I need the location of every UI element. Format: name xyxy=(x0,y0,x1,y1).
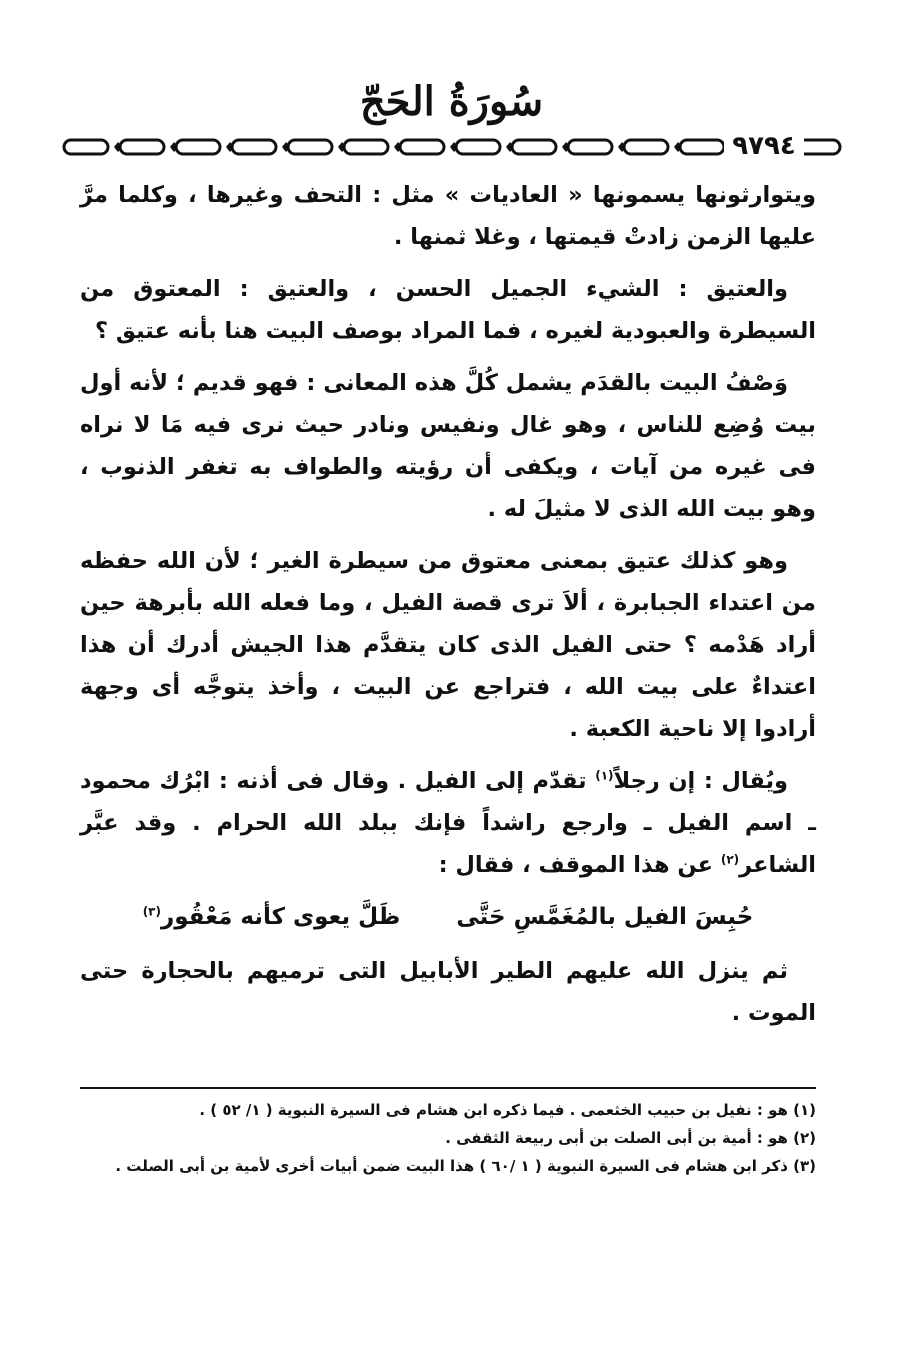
surah-title: سُورَةُ الحَجّ xyxy=(359,78,544,125)
footnote-ref-1[interactable]: (١) xyxy=(595,768,614,783)
poem-second-hemistich xyxy=(143,896,401,938)
paragraph: وَصْفُ البيت بالقدَم يشمل كُلَّ هذه المعانى : فهو قديم ؛ لأنه أول بيت وُضِع للناس ، وهو غال ونفيس ونادر حيث نرى فيه مَا لا نراه فى غيره من آيات ، ويكفى أن رؤيته والطواف به تغفر الذنوب ، وهو بيت الله الذى لا مثيلَ له . xyxy=(80,370,816,522)
footnotes xyxy=(80,1096,816,1180)
paragraph: وهو كذلك عتيق بمعنى معتوق من سيطرة الغير ؛ لأن الله حفظه من اعتداء الجبابرة ، ألاَ ترى قصة الفيل ، وما فعله الله بأبرهة حين أراد هَدْمه ؟ حتى الفيل الذى كان يتقدَّم هذا الجيش أدرك أن هذا اعتداءٌ على بيت الله ، فتراجع عن البيت ، وأخذ يتوجَّه أى وجهة أرادوا إلا ناحية الكعبة . xyxy=(80,548,816,742)
poem-second-text: ظَلَّ يعوى كأنه مَعْقُور xyxy=(160,904,401,930)
footnote-ref-3[interactable]: (٣) xyxy=(142,904,161,919)
paragraph-part: تقدّم إلى الفيل . وقال فى أذنه : ابْرُك محمود ـ اسم الفيل ـ وارجع راشداً فإنك ببلد الله الحرام . وقد عبَّر الشاعر xyxy=(80,768,816,878)
poem-first-hemistich: حُبِسَ الفيل بالمُغَمَّسِ حَتَّى xyxy=(456,904,754,930)
footnote-3: (٣) ذكر ابن هشام فى السيرة النبوية ( ١ /٦٠ ) هذا البيت ضمن أبيات أخرى لأمية بن أبى الصلت . xyxy=(115,1157,816,1175)
poem-verse xyxy=(80,896,816,938)
footnote-1: (١) هو : نفيل بن حبيب الخثعمى . فيما ذكره ابن هشام فى السيرة النبوية ( ١/ ٥٢ ) . xyxy=(199,1101,816,1119)
footnote-divider xyxy=(80,1087,816,1089)
footnote-ref-2[interactable]: (٢) xyxy=(720,852,740,867)
paragraph: ثم ينزل الله عليهم الطير الأبابيل التى ترميهم بالحجارة حتى الموت . xyxy=(80,958,816,1026)
paragraph-part: ويُقال : إن رجلاً xyxy=(613,768,788,794)
footnote-2: (٢) هو : أمية بن أبى الصلت بن أبى ربيعة الثقفى . xyxy=(445,1129,816,1147)
page-number: ٩٧٩٤ xyxy=(724,131,804,161)
main-text xyxy=(80,174,816,1044)
paragraph: ويتوارثونها يسمونها « العاديات » مثل : التحف وغيرها ، وكلما مرَّ عليها الزمن زادتْ قيمتها ، وغلا ثمنها . xyxy=(80,182,816,250)
paragraph: والعتيق : الشيء الجميل الحسن ، والعتيق : المعتوق من السيطرة والعبودية لغيره ، فما المراد بوصف البيت هنا بأنه عتيق ؟ xyxy=(80,276,816,344)
paragraph xyxy=(80,760,816,886)
paragraph-part: عن هذا الموقف ، فقال : xyxy=(438,852,721,878)
